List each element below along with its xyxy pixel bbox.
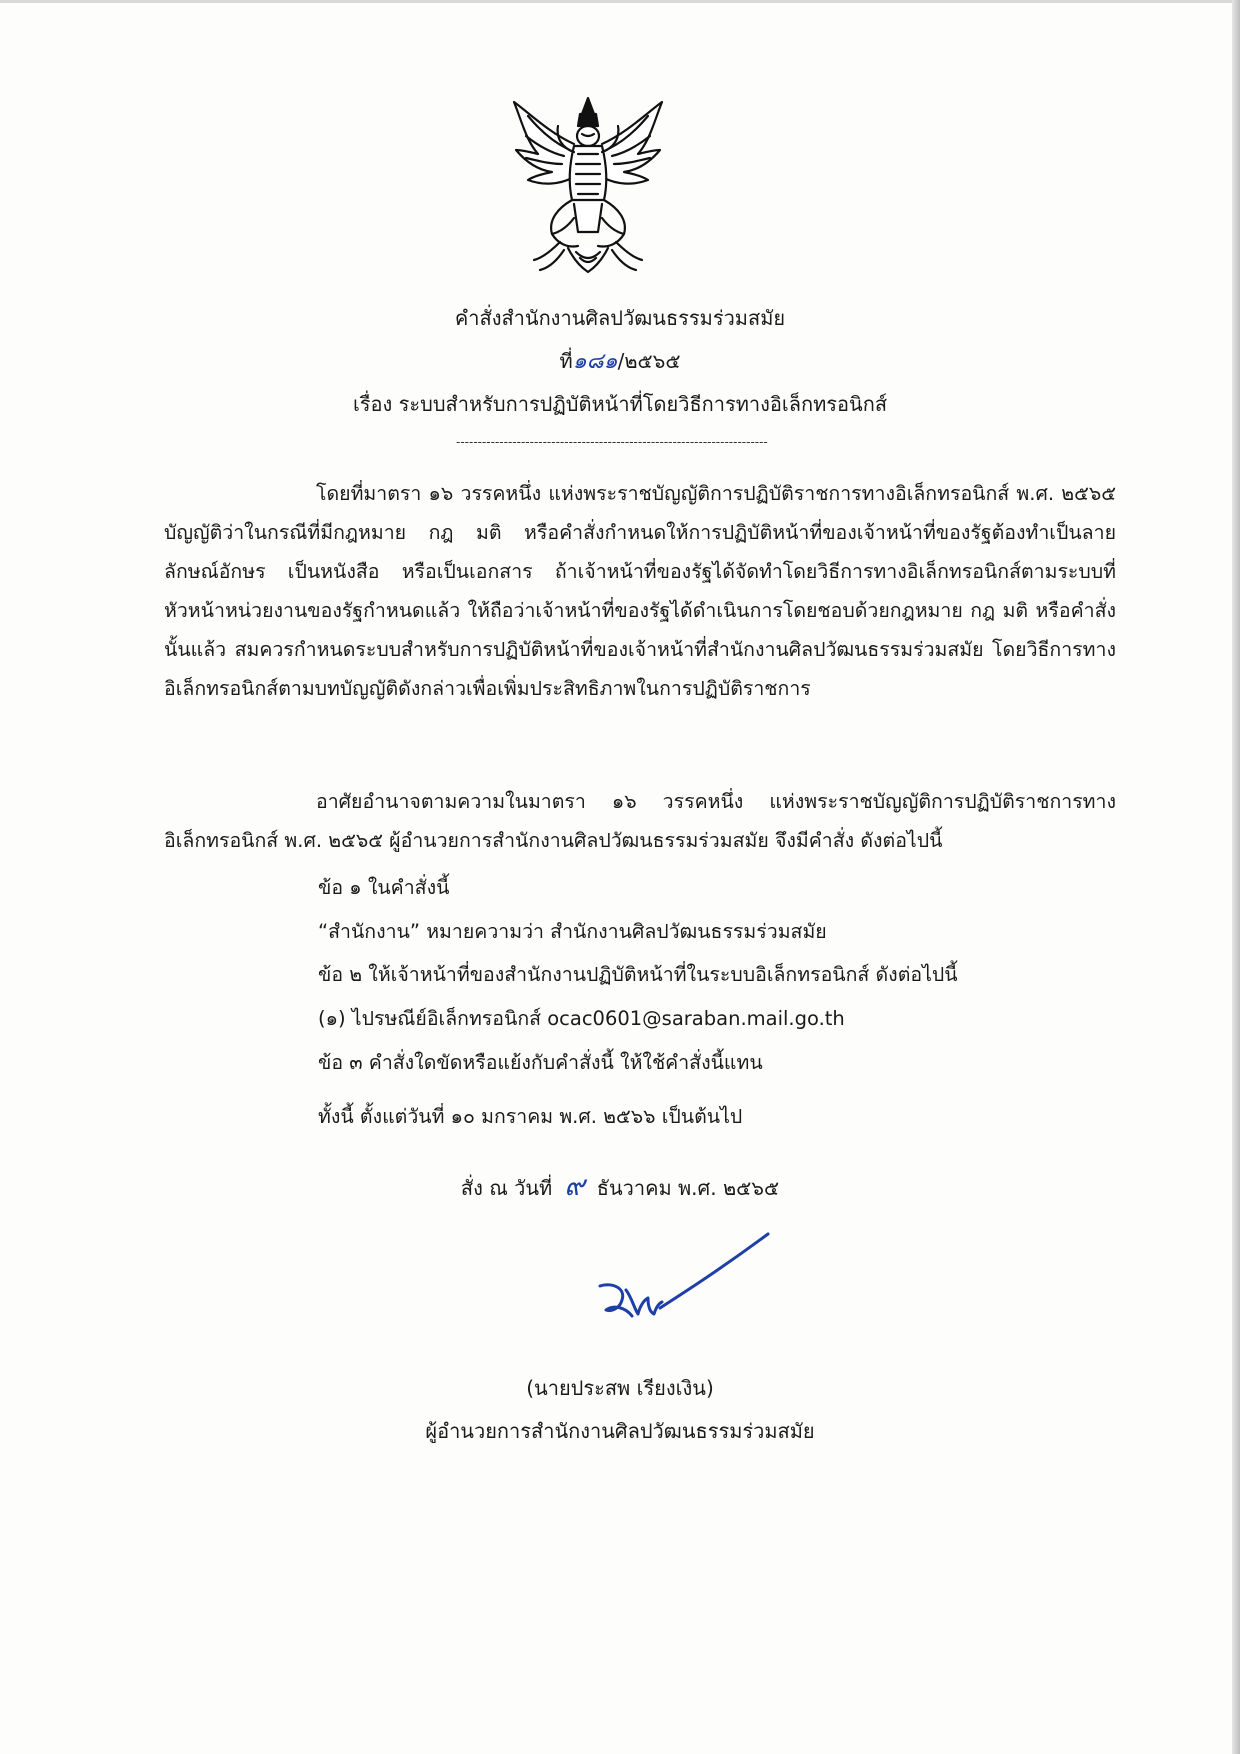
handwritten-signature-icon: [592, 1228, 782, 1340]
order-date-month-year: ธันวาคม พ.ศ. ๒๕๖๕: [596, 1176, 780, 1200]
title-separator: ------------------------------------------------------------------------: [456, 436, 768, 448]
order-subject: เรื่อง ระบบสำหรับการปฏิบัติหน้าที่โดยวิธีการทางอิเล็กทรอนิกส์: [352, 392, 888, 416]
signatory-name: (นายประสพ เรียงเงิน): [526, 1376, 714, 1400]
signatory-position: ผู้อำนวยการสำนักงานศิลปวัฒนธรรมร่วมสมัย: [425, 1419, 815, 1443]
clause-2-subitem-email: (๑) ไปรษณีย์อิเล็กทรอนิกส์ ocac0601@saraban.mail.go.th: [318, 1007, 845, 1030]
order-date-day-handwritten: ๙: [564, 1169, 585, 1202]
order-date: [0, 1166, 1240, 1208]
clause-3: ข้อ ๓ คำสั่งใดขัดหรือแย้งกับคำสั่งนี้ ให้ใช้คำสั่งนี้แทน: [318, 1051, 763, 1074]
authority-paragraph: อาศัยอำนาจตามความในมาตรา ๑๖ วรรคหนึ่ง แห่งพระราชบัญญัติการปฏิบัติราชการทางอิเล็กทรอนิกส์ พ.ศ. ๒๕๖๕ ผู้อำนวยการสำนักงานศิลปวัฒนธรรมร่วมสมัย จึงมีคำสั่ง ดังต่อไปนี้: [164, 790, 1116, 852]
clause-1-definition: “สำนักงาน” หมายความว่า สำนักงานศิลปวัฒนธรรมร่วมสมัย: [318, 920, 827, 943]
order-date-prefix: สั่ง ณ วันที่: [460, 1176, 553, 1200]
clause-2: ข้อ ๒ ให้เจ้าหน้าที่ของสำนักงานปฏิบัติหน้าที่ในระบบอิเล็กทรอนิกส์ ดังต่อไปนี้: [318, 963, 958, 986]
garuda-emblem-icon: [508, 92, 668, 278]
scan-right-edge: [1232, 0, 1240, 1754]
order-number-handwritten: ๑๘๑: [572, 349, 618, 374]
order-number-prefix: ที่: [559, 349, 573, 373]
order-title: คำสั่งสำนักงานศิลปวัฒนธรรมร่วมสมัย: [454, 306, 786, 330]
clause-1: ข้อ ๑ ในคำสั่งนี้: [318, 876, 450, 899]
order-number-year: /๒๕๖๕: [617, 349, 681, 373]
effective-date: ทั้งนี้ ตั้งแต่วันที่ ๑๐ มกราคม พ.ศ. ๒๕๖๖ เป็นต้นไป: [318, 1105, 743, 1128]
order-number: [0, 346, 1240, 377]
scan-top-edge: [0, 0, 1240, 3]
preamble-paragraph: โดยที่มาตรา ๑๖ วรรคหนึ่ง แห่งพระราชบัญญัติการปฏิบัติราชการทางอิเล็กทรอนิกส์ พ.ศ. ๒๕๖๕ บัญญัติว่าในกรณีที่มีกฎหมาย กฎ มติ หรือคำสั่งกำหนดให้การปฏิบัติหน้าที่ของเจ้าหน้าที่ของรัฐต้องทำเป็นลายลักษณ์อักษร เป็นหนังสือ หรือเป็นเอกสาร ถ้าเจ้าหน้าที่ของรัฐได้จัดทำโดยวิธีการทางอิเล็กทรอนิกส์ตามระบบที่หัวหน้าหน่วยงานของรัฐกำหนดแล้ว ให้ถือว่าเจ้าหน้าที่ของรัฐได้ดำเนินการโดยชอบด้วยกฎหมาย กฎ มติ หรือคำสั่งนั้นแล้ว สมควรกำหนดระบบสำหรับการปฏิบัติหน้าที่ของเจ้าหน้าที่สำนักงานศิลปวัฒนธรรมร่วมสมัย โดยวิธีการทางอิเล็กทรอนิกส์ตามบทบัญญัติดังกล่าวเพื่อเพิ่มประสิทธิภาพในการปฏิบัติราชการ: [164, 482, 1116, 700]
